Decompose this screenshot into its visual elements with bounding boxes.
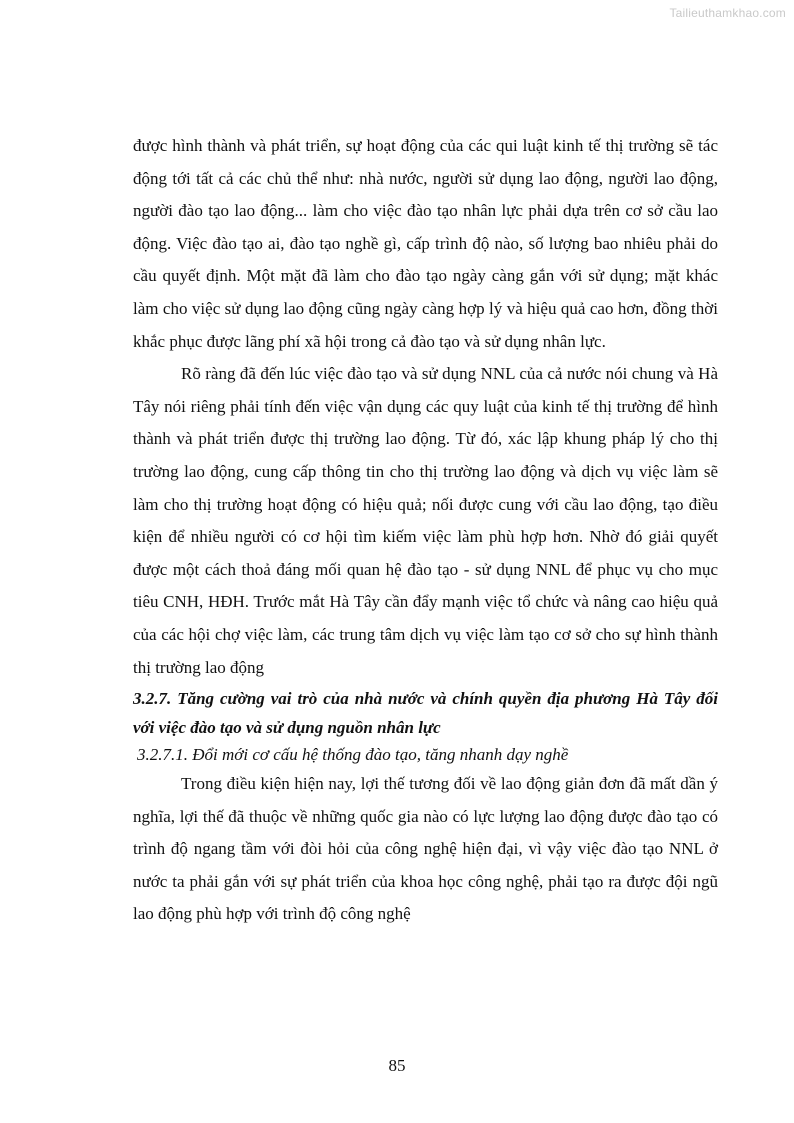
watermark: Tailieuthamkhao.com: [669, 6, 786, 20]
page-number: 85: [388, 1056, 406, 1075]
section-heading: 3.2.7. Tăng cường vai trò của nhà nước và chính quyền địa phương Hà Tây đối với việc đào tạo và sử dụng nguồn nhân lực: [133, 689, 718, 738]
paragraph-labor-market: Rõ ràng đã đến lúc việc đào tạo và sử dụng NNL của cả nước nói chung và Hà Tây nói riêng phải tính đến việc vận dụng các quy luật của kinh tế thị trường để hình thành và phát triển được thị trường lao động. Từ đó, xác lập khung pháp lý cho thị trường lao động, cung cấp thông tin cho thị trường lao động và dịch vụ việc làm sẽ làm cho thị trường hoạt động có hiệu quả; nối được cung với cầu lao động, tạo điều kiện để nhiều người có cơ hội tìm kiếm việc làm phù hợp hơn. Nhờ đó giải quyết được một cách thoả đáng mối quan hệ đào tạo - sử dụng NNL để phục vụ cho mục tiêu CNH, HĐH. Trước mắt Hà Tây cần đẩy mạnh việc tổ chức và nâng cao hiệu quả của các hội chợ việc làm, các trung tâm dịch vụ việc làm tạo cơ sở cho sự hình thành thị trường lao động: [133, 364, 718, 677]
paragraph-training-reform: Trong điều kiện hiện nay, lợi thế tương đối về lao động giản đơn đã mất dần ý nghĩa, lợi thế đã thuộc về những quốc gia nào có lực lượng lao động được đào tạo có trình độ ngang tầm với đòi hỏi của công nghệ hiện đại, vì vậy việc đào tạo NNL ở nước ta phải gắn với sự phát triển của khoa học công nghệ, phải tạo ra được đội ngũ lao động phù hợp với trình độ công nghệ: [133, 774, 718, 924]
subsection-heading: 3.2.7.1. Đổi mới cơ cấu hệ thống đào tạo, tăng nhanh dạy nghề: [137, 745, 569, 765]
page-content: [133, 130, 718, 931]
paragraph-continuation: được hình thành và phát triển, sự hoạt động của các qui luật kinh tế thị trường sẽ tác động tới tất cả các chủ thể như: nhà nước, người sử dụng lao động, người lao động, người đào tạo lao động... làm cho việc đào tạo nhân lực phải dựa trên cơ sở cầu lao động. Việc đào tạo ai, đào tạo nghề gì, cấp trình độ nào, số lượng bao nhiêu phải do cầu quyết định. Một mặt đã làm cho đào tạo ngày càng gắn với sử dụng; mặt khác làm cho việc sử dụng lao động cũng ngày càng hợp lý và hiệu quả cao hơn, đồng thời khắc phục được lãng phí xã hội trong cả đào tạo và sử dụng nhân lực.: [133, 136, 718, 351]
